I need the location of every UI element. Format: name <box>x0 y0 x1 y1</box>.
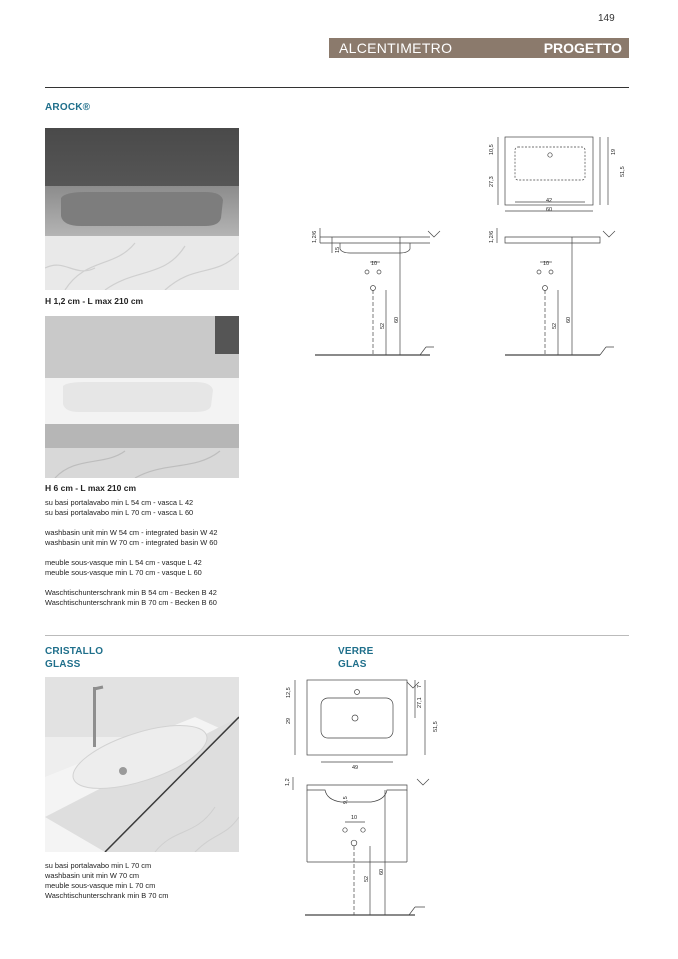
note-line: meuble sous-vasque min L 70 cm - vasque L 60 <box>45 568 202 577</box>
dim-label: 52 <box>380 322 386 329</box>
page-number: 149 <box>598 13 615 24</box>
dim-label: 52 <box>552 322 558 329</box>
note-spacer <box>45 548 305 558</box>
dim-label: 29 <box>286 717 292 724</box>
dim-label: 51,5 <box>433 721 439 732</box>
dim-label: 10,5 <box>489 144 495 155</box>
dim-label: 15 <box>335 246 341 253</box>
arock-technical-drawings <box>300 125 640 365</box>
arock-caption-1: H 1,2 cm - L max 210 cm <box>45 296 144 306</box>
arock-caption-2: H 6 cm - L max 210 cm <box>45 483 137 493</box>
dim-label: 19 <box>611 148 617 155</box>
note-line: Waschtischunterschrank min B 70 cm - Becken B 60 <box>45 598 217 607</box>
verre-heading-1: VERRE <box>338 646 374 657</box>
note-line: su basi portalavabo min L 54 cm - vasca L 42 <box>45 498 194 507</box>
banner-section: PROGETTO <box>543 40 622 56</box>
arock-thin-photo <box>45 128 239 290</box>
dim-label: 12,5 <box>286 687 292 698</box>
note-line: Waschtischunterschrank min B 70 cm <box>45 891 169 900</box>
note-line: washbasin unit min W 54 cm - integrated basin W 42 <box>45 528 218 537</box>
dim-label: 10 <box>351 815 358 821</box>
note-line: washbasin unit min W 70 cm - integrated basin W 60 <box>45 538 218 547</box>
section-banner <box>329 38 629 58</box>
dim-label: 9,5 <box>343 796 349 804</box>
cristallo-photo <box>45 677 239 852</box>
arock-thick-photo <box>45 316 239 478</box>
verre-heading <box>338 645 373 671</box>
banner-title: ALCENTIMETRO <box>339 40 453 56</box>
note-line: su basi portalavabo min L 70 cm - vasca L 60 <box>45 508 194 517</box>
note-line: meuble sous-vasque min L 54 cm - vasque L 42 <box>45 558 202 567</box>
dim-label: 49 <box>352 765 359 771</box>
dim-label: 60 <box>379 868 385 875</box>
cristallo-notes <box>45 861 265 901</box>
note-line: washbasin unit min W 70 cm <box>45 871 140 880</box>
cristallo-heading-2: GLASS <box>45 659 81 670</box>
note-line: meuble sous-vasque min L 70 cm <box>45 881 156 890</box>
dim-label: 1,2/6 <box>489 230 495 243</box>
dim-label: 42 <box>546 198 553 204</box>
dim-label: 52 <box>364 875 370 882</box>
note-line: su basi portalavabo min L 70 cm <box>45 861 152 870</box>
cristallo-heading-1: CRISTALLO <box>45 646 104 657</box>
arock-notes <box>45 498 305 608</box>
dim-label: 10 <box>543 261 550 267</box>
dim-label: 1,2 <box>285 778 291 786</box>
verre-technical-drawings <box>275 672 455 922</box>
dim-label: 60 <box>566 316 572 323</box>
dim-label: 1,2/6 <box>312 230 318 243</box>
note-spacer <box>45 578 305 588</box>
dim-label: 60 <box>546 207 553 213</box>
arock-heading: AROCK® <box>45 102 91 113</box>
section-divider <box>45 635 629 636</box>
top-rule <box>45 87 629 88</box>
dim-label: 7 <box>417 684 423 688</box>
dim-label: 27,1 <box>417 697 423 708</box>
note-spacer <box>45 518 305 528</box>
dim-label: 10 <box>371 261 378 267</box>
dim-label: 51,5 <box>620 166 626 177</box>
note-line: Waschtischunterschrank min B 54 cm - Becken B 42 <box>45 588 217 597</box>
dim-label: 27,3 <box>489 176 495 187</box>
verre-heading-2: GLAS <box>338 659 367 670</box>
cristallo-heading <box>45 645 103 671</box>
dim-label: 60 <box>394 316 400 323</box>
